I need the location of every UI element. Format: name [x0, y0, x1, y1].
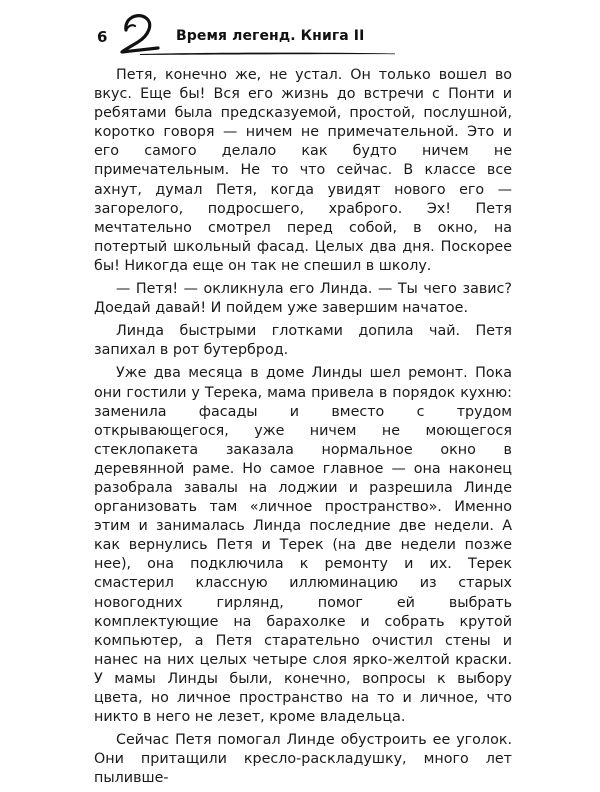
running-title: Время легенд. Книга II [176, 28, 365, 44]
running-header [0, 0, 600, 62]
paragraph: Петя, конечно же, не устал. Он только вошел во вкус. Еще бы! Вся его жизнь до встречи с Понти и ребятами была предсказуемой, простой, послушной, коротко говоря — ничем не примечательной. Это и его самого делало как будто ничем не примечательным. Не то что сейчас. В классе все ахнут, думал Петя, когда увидят нового его — загорелого, подросшего, храброго. Эх! Петя мечтательно смотрел перед собой, в окно, на потертый школьный фасад. Целых два дня. Поскорее бы! Никогда еще он так не спешил в школу. [94, 67, 512, 274]
header-rule [140, 48, 395, 58]
paragraph: — Петя! — окликнула его Линда. — Ты чего завис? Доедай давай! И пойдем уже завершим начатое. [94, 281, 512, 317]
paragraph: Линда быстрыми глотками допила чай. Петя запихал в рот бутерброд. [94, 323, 512, 359]
paragraph: Уже два месяца в доме Линды шел ремонт. Пока они гостили у Терека, мама привела в порядок кухню: заменила фасады и вместо с трудом открывающегося, уже ничем не моющегося стеклопакета заказала нормальное окно в деревянной раме. Но самое главное — она наконец разобрала завалы на лоджии и разрешила Линде организовать там «личное пространство». Именно этим и занималась Линда последние две недели. А как вернулись Петя и Терек (на две недели позже нее), она подключила к ремонту и их. Терек смастерил классную иллюминацию из старых новогодних гирлянд, помог ей выбрать комплектующие на барахолке и собрать крутой компьютер, а Петя старательно очистил стены и нанес на них целых четыре слоя ярко-желтой краски. У мамы Линды были, конечно, вопросы к выбору цвета, но личное пространство на то и личное, что никто в него не лезет, кроме владельца. [94, 365, 512, 726]
page-number: 6 [97, 28, 108, 46]
paragraph: Сейчас Петя помогал Линде обустроить ее уголок. Они притащили кресло-раскладушку, много лет пыливше- [94, 732, 512, 787]
body-text [94, 66, 512, 792]
